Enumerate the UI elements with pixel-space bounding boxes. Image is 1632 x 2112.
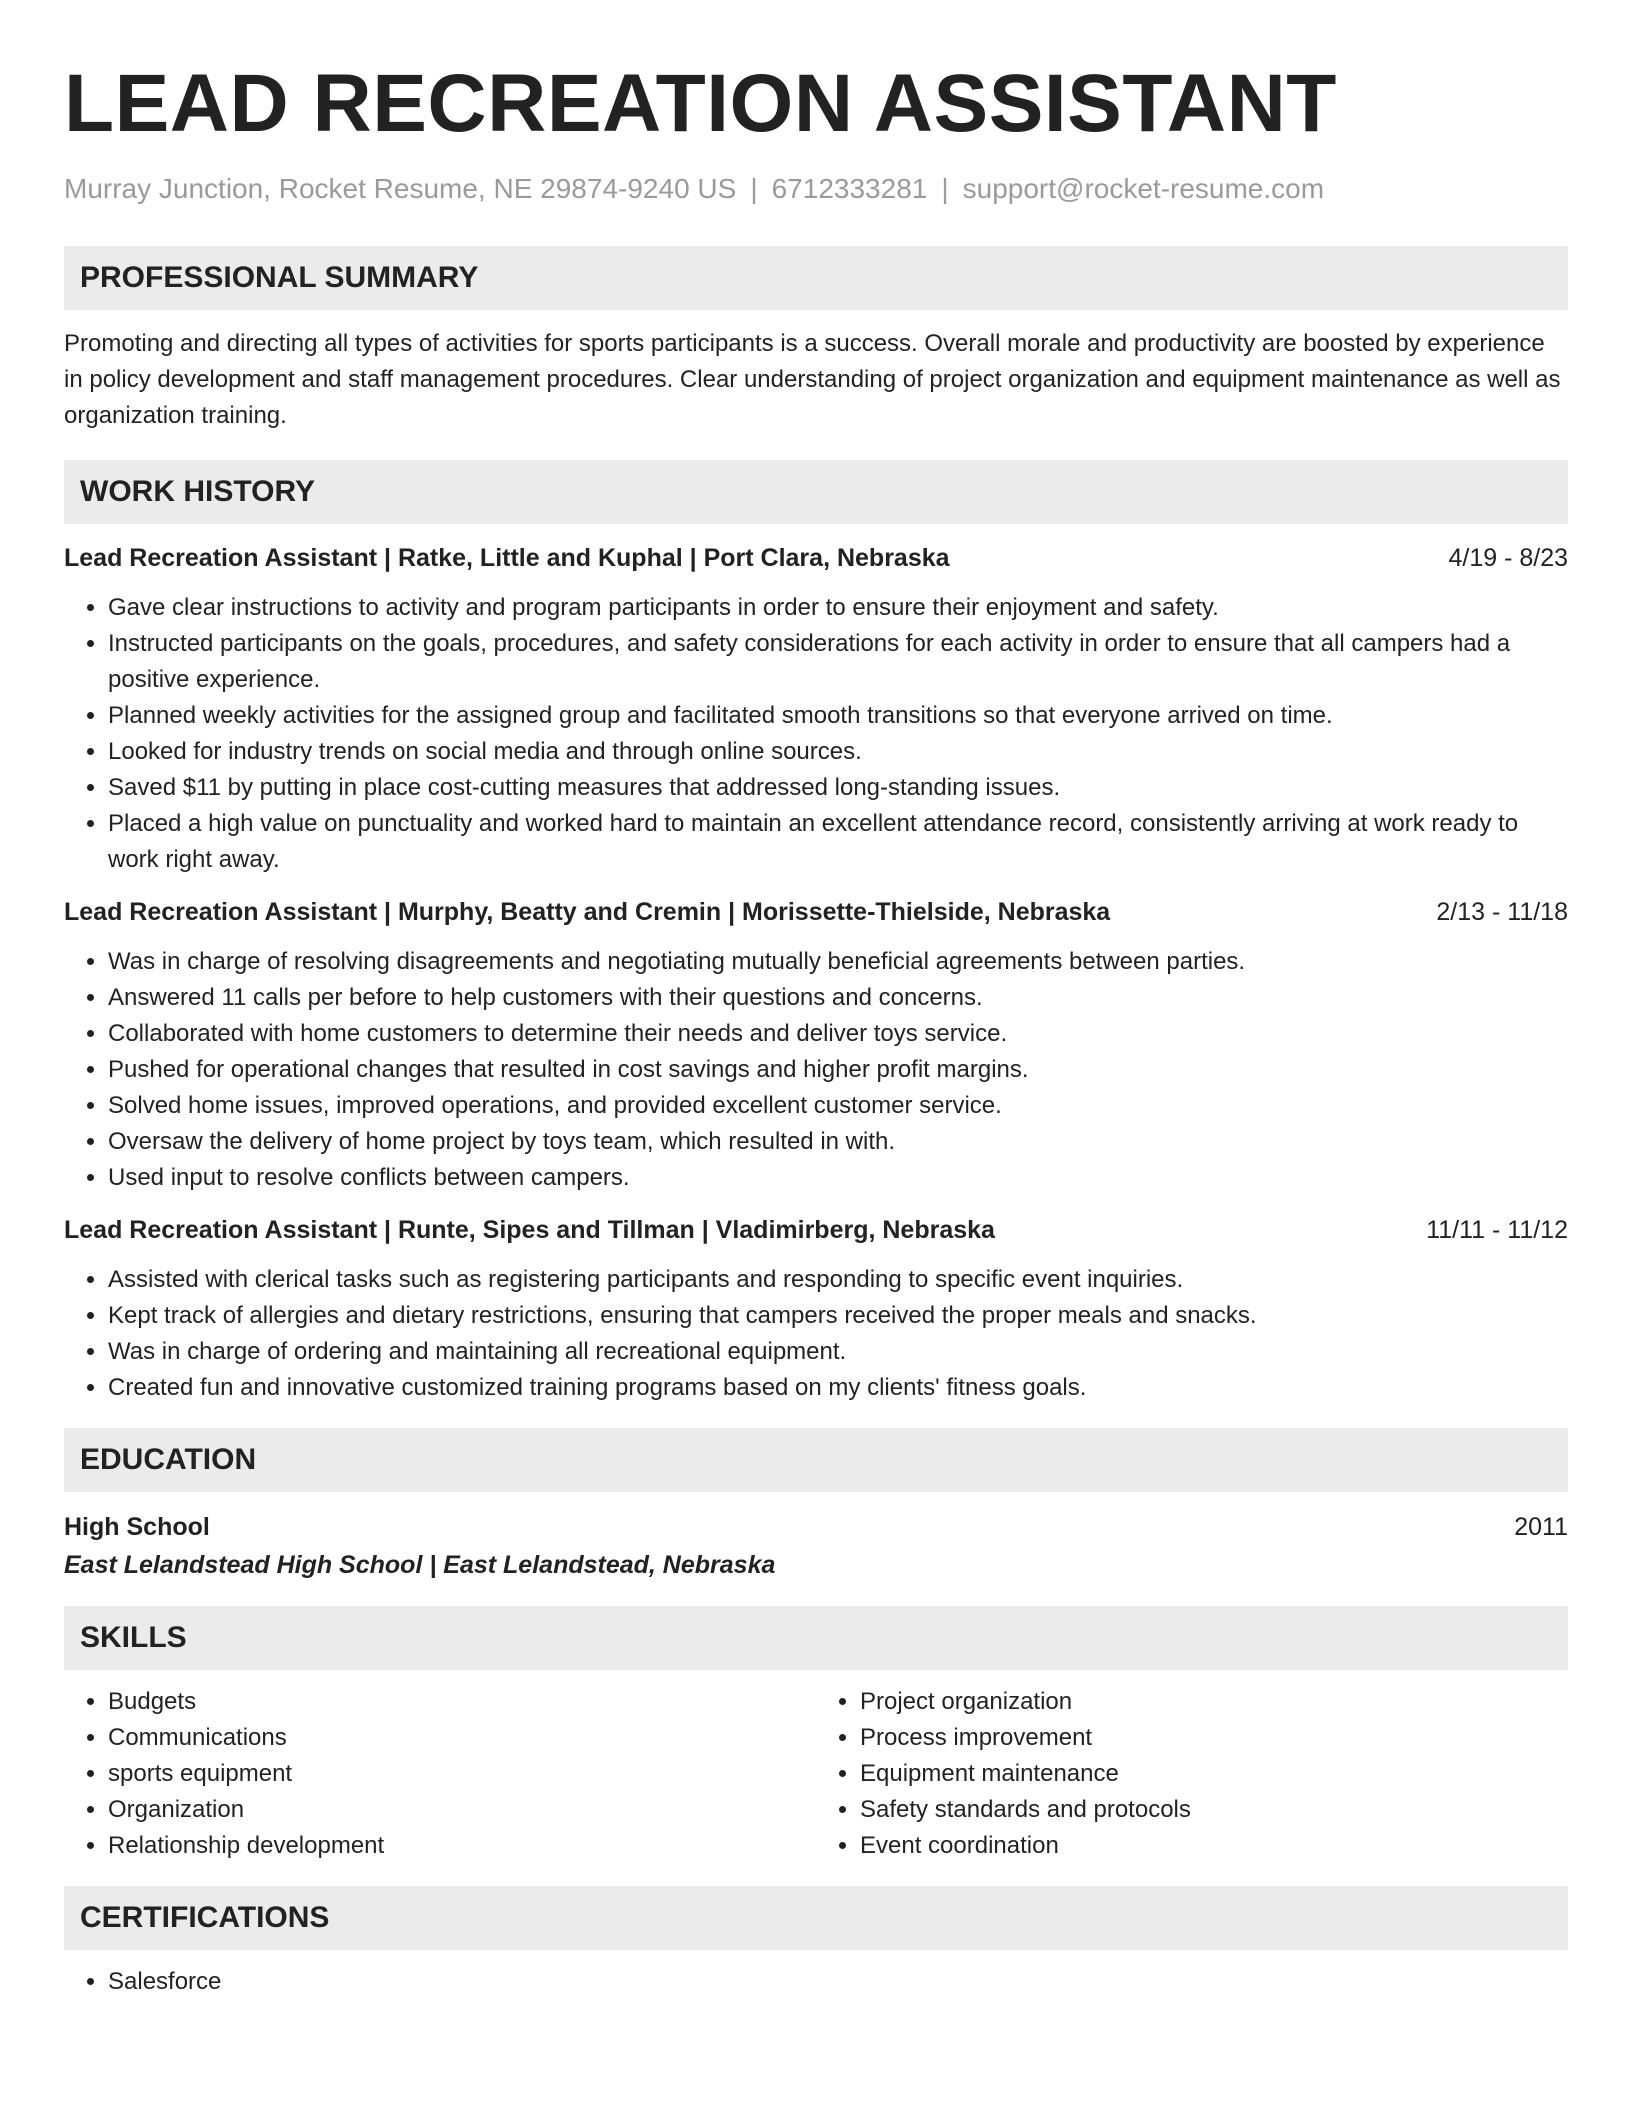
skill-item: • Project organization — [860, 1684, 1568, 1720]
bullet-item: • Pushed for operational changes that resulted in cost savings and higher profit margins. — [108, 1052, 1568, 1088]
skill-item: • Equipment maintenance — [860, 1756, 1568, 1792]
bullet-item: • Solved home issues, improved operations, and provided excellent customer service. — [108, 1088, 1568, 1124]
skill-item: • Relationship development — [108, 1828, 816, 1864]
bullet-item: • Oversaw the delivery of home project by toys team, which resulted in with. — [108, 1124, 1568, 1160]
job-title: Lead Recreation Assistant | Ratke, Little and Kuphal | Port Clara, Nebraska — [64, 544, 950, 572]
section-heading-certifications: CERTIFICATIONS — [64, 1886, 1568, 1950]
job-dates: 2/13 - 11/18 — [1436, 898, 1568, 926]
education-year: 2011 — [1514, 1513, 1568, 1541]
skill-item: • Process improvement — [860, 1720, 1568, 1756]
skills-list-right — [816, 1684, 1568, 1864]
education-header — [64, 1508, 1568, 1546]
job-title: Lead Recreation Assistant | Murphy, Beatty and Cremin | Morissette-Thielside, Nebraska — [64, 898, 1111, 926]
contact-email: support@rocket-resume.com — [962, 173, 1325, 204]
job-bullets — [64, 1262, 1568, 1406]
job-bullets — [64, 590, 1568, 878]
education-degree: High School — [64, 1513, 210, 1541]
bullet-item: • Planned weekly activities for the assigned group and facilitated smooth transitions so that everyone arrived on time. — [108, 698, 1568, 734]
skill-item: • sports equipment — [108, 1756, 816, 1792]
bullet-item: • Answered 11 calls per before to help customers with their questions and concerns. — [108, 980, 1568, 1016]
contact-separator: | — [750, 173, 758, 204]
bullet-item: • Instructed participants on the goals, procedures, and safety considerations for each activity in order to ensure that all campers had a positive experience. — [108, 626, 1568, 698]
job-dates: 11/11 - 11/12 — [1426, 1216, 1568, 1244]
bullet-item: • Created fun and innovative customized training programs based on my clients' fitness goals. — [108, 1370, 1568, 1406]
contact-separator: | — [941, 173, 949, 204]
bullet-item: • Gave clear instructions to activity and program participants in order to ensure their enjoyment and safety. — [108, 590, 1568, 626]
skill-item: • Safety standards and protocols — [860, 1792, 1568, 1828]
job-header — [64, 540, 1568, 576]
bullet-item: • Assisted with clerical tasks such as registering participants and responding to specific event inquiries. — [108, 1262, 1568, 1298]
section-heading-summary: PROFESSIONAL SUMMARY — [64, 246, 1568, 310]
education-entry — [64, 1508, 1568, 1584]
skills-list-left — [64, 1684, 816, 1864]
skill-item: • Budgets — [108, 1684, 816, 1720]
section-heading-skills: SKILLS — [64, 1606, 1568, 1670]
certification-item: • Salesforce — [108, 1964, 1568, 2000]
contact-line — [64, 172, 1568, 206]
bullet-item: • Was in charge of resolving disagreements and negotiating mutually beneficial agreements between parties. — [108, 944, 1568, 980]
job-entry — [64, 1212, 1568, 1406]
skills-columns — [64, 1670, 1568, 1864]
bullet-item: • Placed a high value on punctuality and worked hard to maintain an excellent attendance record, consistently arriving at work ready to work right away. — [108, 806, 1568, 878]
section-heading-education: EDUCATION — [64, 1428, 1568, 1492]
job-header — [64, 894, 1568, 930]
candidate-name: LEAD RECREATION ASSISTANT — [64, 58, 1337, 149]
job-entry — [64, 540, 1568, 878]
bullet-item: • Was in charge of ordering and maintaining all recreational equipment. — [108, 1334, 1568, 1370]
job-title: Lead Recreation Assistant | Runte, Sipes and Tillman | Vladimirberg, Nebraska — [64, 1216, 995, 1244]
bullet-item: • Used input to resolve conflicts between campers. — [108, 1160, 1568, 1196]
bullet-item: • Looked for industry trends on social media and through online sources. — [108, 734, 1568, 770]
education-school: East Lelandstead High School | East Lelandstead, Nebraska — [64, 1551, 776, 1579]
bullet-item: • Saved $11 by putting in place cost-cutting measures that addressed long-standing issues. — [108, 770, 1568, 806]
bullet-item: • Collaborated with home customers to determine their needs and deliver toys service. — [108, 1016, 1568, 1052]
job-entry — [64, 894, 1568, 1196]
job-dates: 4/19 - 8/23 — [1448, 544, 1568, 572]
contact-address: Murray Junction, Rocket Resume, NE 29874-9240 US — [64, 173, 737, 204]
section-heading-work: WORK HISTORY — [64, 460, 1568, 524]
summary-text: Promoting and directing all types of activities for sports participants is a success. Overall morale and productivity are boosted by experience in policy development and staff management procedures. Clear understanding of project organization and equipment maintenance as well as organization training. — [64, 330, 1561, 429]
contact-phone: 6712333281 — [771, 173, 928, 204]
skill-item: • Organization — [108, 1792, 816, 1828]
skill-item: • Communications — [108, 1720, 816, 1756]
bullet-item: • Kept track of allergies and dietary restrictions, ensuring that campers received the proper meals and snacks. — [108, 1298, 1568, 1334]
job-bullets — [64, 944, 1568, 1196]
job-header — [64, 1212, 1568, 1248]
skill-item: • Event coordination — [860, 1828, 1568, 1864]
certifications-list — [64, 1964, 1568, 2000]
